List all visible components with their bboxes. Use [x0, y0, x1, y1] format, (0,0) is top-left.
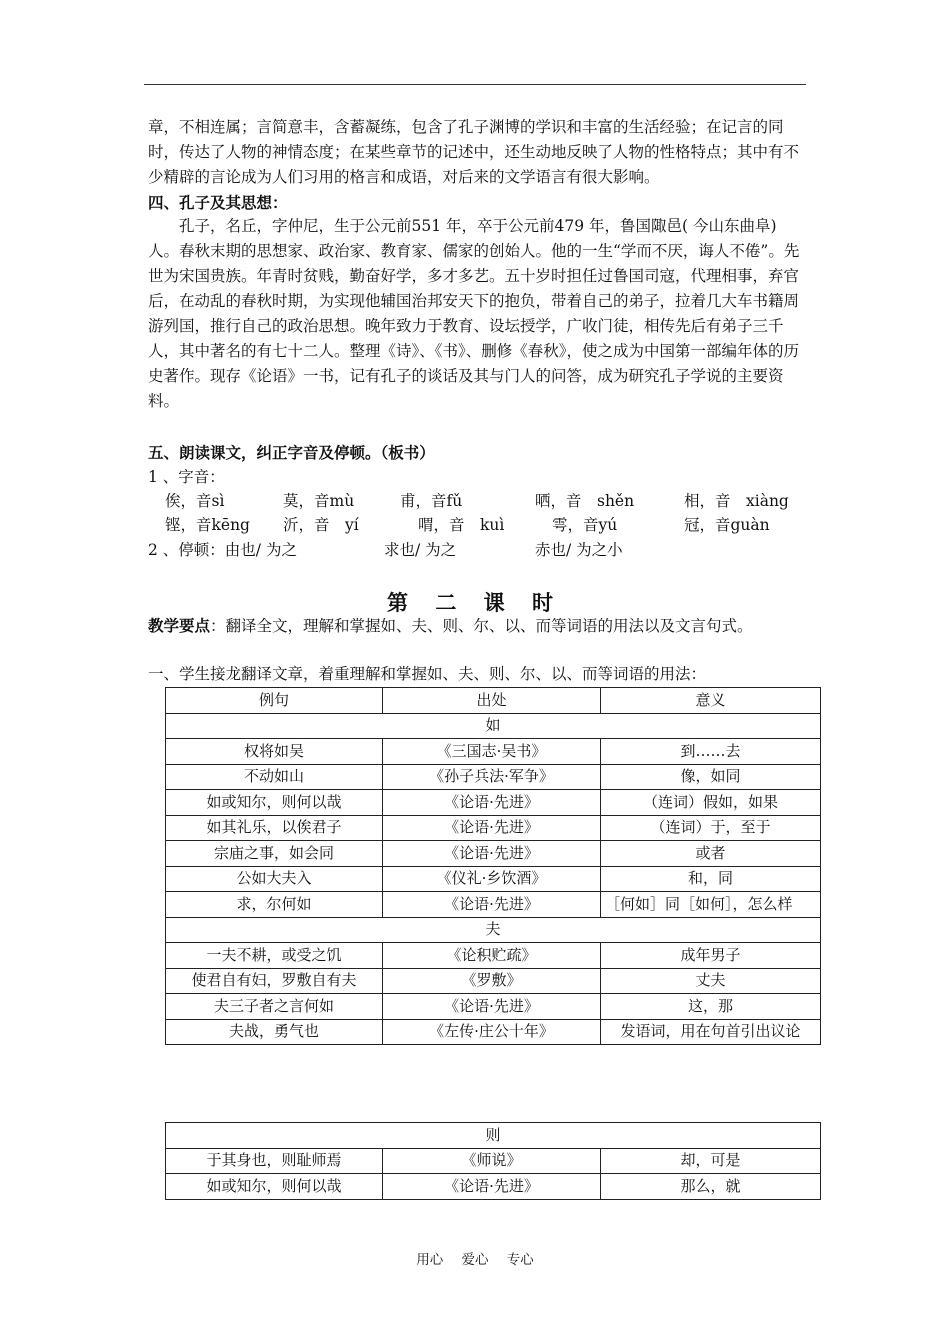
cell-example: 求，尔何如 [166, 892, 383, 918]
pron-item: 喟，音 kuì [418, 516, 505, 534]
pause-item: 求也/ 为之 [384, 541, 457, 559]
pron-item: 哂，音 shěn [535, 492, 635, 510]
teaching-key-label: 教学要点 [148, 616, 211, 635]
cell-example: 夫三子者之言何如 [166, 994, 383, 1020]
teaching-key-points [148, 614, 753, 638]
table-row [166, 1148, 821, 1174]
section5-heading: 五、朗读课文，纠正字音及停顿。（板书） [148, 443, 435, 462]
cell-meaning: 发语词，用在句首引出议论 [601, 1019, 821, 1045]
pron-item: 铿，音kēng [165, 516, 250, 534]
cell-example: 夫战，勇气也 [166, 1019, 383, 1045]
table-header-row [166, 688, 821, 714]
cell-source: 《论语·先进》 [383, 815, 601, 841]
table-row [166, 1019, 821, 1045]
cell-example: 公如大夫入 [166, 866, 383, 892]
table-row [166, 994, 821, 1020]
cell-example: 于其身也，则耻师焉 [166, 1148, 383, 1174]
cell-meaning: （连词）假如，如果 [601, 790, 821, 816]
teaching-key-text: ：翻译全文，理解和掌握如、夫、则、尔、以、而等词语的用法以及文言句式。 [210, 617, 753, 635]
group-label-fu: 夫 [166, 917, 821, 943]
table-row [166, 815, 821, 841]
page-footer: 用心 爱心 专心 [416, 1252, 534, 1268]
cell-source: 《论语·先进》 [383, 841, 601, 867]
pause-item: 赤也/ 为之小 [535, 541, 623, 559]
pron-item: 冠，音guàn [684, 516, 770, 534]
header-source: 出处 [383, 688, 601, 714]
pron-item: 俟，音sì [165, 492, 225, 510]
cell-meaning: 那么，就 [601, 1174, 821, 1200]
cell-meaning: 到……去 [601, 739, 821, 765]
cell-source: 《论语·先进》 [383, 994, 601, 1020]
table-row [166, 866, 821, 892]
cell-example: 如或知尔，则何以哉 [166, 790, 383, 816]
cell-meaning: 像，如同 [601, 764, 821, 790]
cell-meaning: 丈夫 [601, 968, 821, 994]
cell-example: 不动如山 [166, 764, 383, 790]
cell-example: 使君自有妇，罗敷自有夫 [166, 968, 383, 994]
table-row [166, 739, 821, 765]
cell-source: 《左传·庄公十年》 [383, 1019, 601, 1045]
cell-source: 《论语·先进》 [383, 790, 601, 816]
cell-meaning: （连词）于，至于 [601, 815, 821, 841]
cell-meaning: 这，那 [601, 994, 821, 1020]
cell-source: 《三国志·吴书》 [383, 739, 601, 765]
usage-table-ze [165, 1122, 821, 1200]
table-row [166, 943, 821, 969]
cell-source: 《师说》 [383, 1148, 601, 1174]
cell-source: 《罗敷》 [383, 968, 601, 994]
cell-meaning: ［何如］同［如何］，怎么样 [601, 892, 821, 918]
cell-example: 如其礼乐，以俟君子 [166, 815, 383, 841]
usage-table-ru-fu [165, 687, 821, 1045]
section4-body: 孔子，名丘，字仲尼，生于公元前551 年，卒于公元前479 年，鲁国陬邑( 今山东曲阜) 人。春秋末期的思想家、政治家、教育家、儒家的创始人。他的一生“学而不厌，诲人不倦”。先世为宋国贵族。年青时贫贱，勤奋好学，多才多艺。五十岁时担任过鲁国司寇，代理相事，弃官后，在动乱的春秋时期，为实现他辅国治邦安天下的抱负，带着自己的弟子，拉着几大车书籍周游列国，推行自己的政治思想。晚年致力于教育、设坛授学，广收门徒，相传先后有弟子三千人，其中著名的有七十二人。整理《诗》、《书》、删修《春秋》，使之成为中国第一部编年体的历史著作。现存《论语》一书，记有孔子的谈话及其与门人的问答，成为研究孔子学说的主要资料。 [148, 217, 800, 410]
cell-meaning: 成年男子 [601, 943, 821, 969]
group-label-ze: 则 [166, 1123, 821, 1149]
section4-heading: 四、孔子及其思想： [148, 193, 288, 212]
group-label-ru: 如 [166, 713, 821, 739]
table-row [166, 968, 821, 994]
header-example: 例句 [166, 688, 383, 714]
cell-example: 宗庙之事，如会同 [166, 841, 383, 867]
pron-item: 沂，音 yí [283, 516, 359, 534]
cell-meaning: 和，同 [601, 866, 821, 892]
pron-item: 雩，音yú [552, 516, 618, 534]
task1-text: 一、学生接龙翻译文章，着重理解和掌握如、夫、则、尔、以、而等词语的用法： [148, 665, 707, 683]
lesson-title: 第 二 课 时 [387, 590, 563, 615]
table-row [166, 1174, 821, 1200]
cell-source: 《孙子兵法·军争》 [383, 764, 601, 790]
cell-example: 如或知尔，则何以哉 [166, 1174, 383, 1200]
cell-source: 《论积贮疏》 [383, 943, 601, 969]
cell-meaning: 或者 [601, 841, 821, 867]
paragraph-continuation: 章，不相连属；言简意丰，含蓄凝练，包含了孔子渊博的学识和丰富的生活经验；在记言的同时，传达了人物的神情态度；在某些章节的记述中，还生动地反映了人物的性格特点；其中有不少精辟的言论成为人们习用的格言和成语，对后来的文学语言有很大影响。 [148, 118, 800, 186]
pron-item: 甫，音fǔ [400, 492, 463, 510]
pronunciation-label: 1 、字音： [148, 468, 225, 486]
header-rule [144, 84, 806, 85]
pause-label: 2 、停顿：由也/ 为之 [148, 541, 297, 559]
cell-source: 《仪礼·乡饮酒》 [383, 866, 601, 892]
header-meaning: 意义 [601, 688, 821, 714]
cell-example: 一夫不耕，或受之饥 [166, 943, 383, 969]
table-row [166, 841, 821, 867]
pron-item: 莫，音mù [283, 492, 355, 510]
table-row [166, 790, 821, 816]
cell-source: 《论语·先进》 [383, 892, 601, 918]
table-row [166, 764, 821, 790]
cell-example: 权将如吴 [166, 739, 383, 765]
table-row [166, 892, 821, 918]
cell-source: 《论语·先进》 [383, 1174, 601, 1200]
pron-item: 相，音 xiàng [684, 492, 789, 510]
cell-meaning: 却，可是 [601, 1148, 821, 1174]
